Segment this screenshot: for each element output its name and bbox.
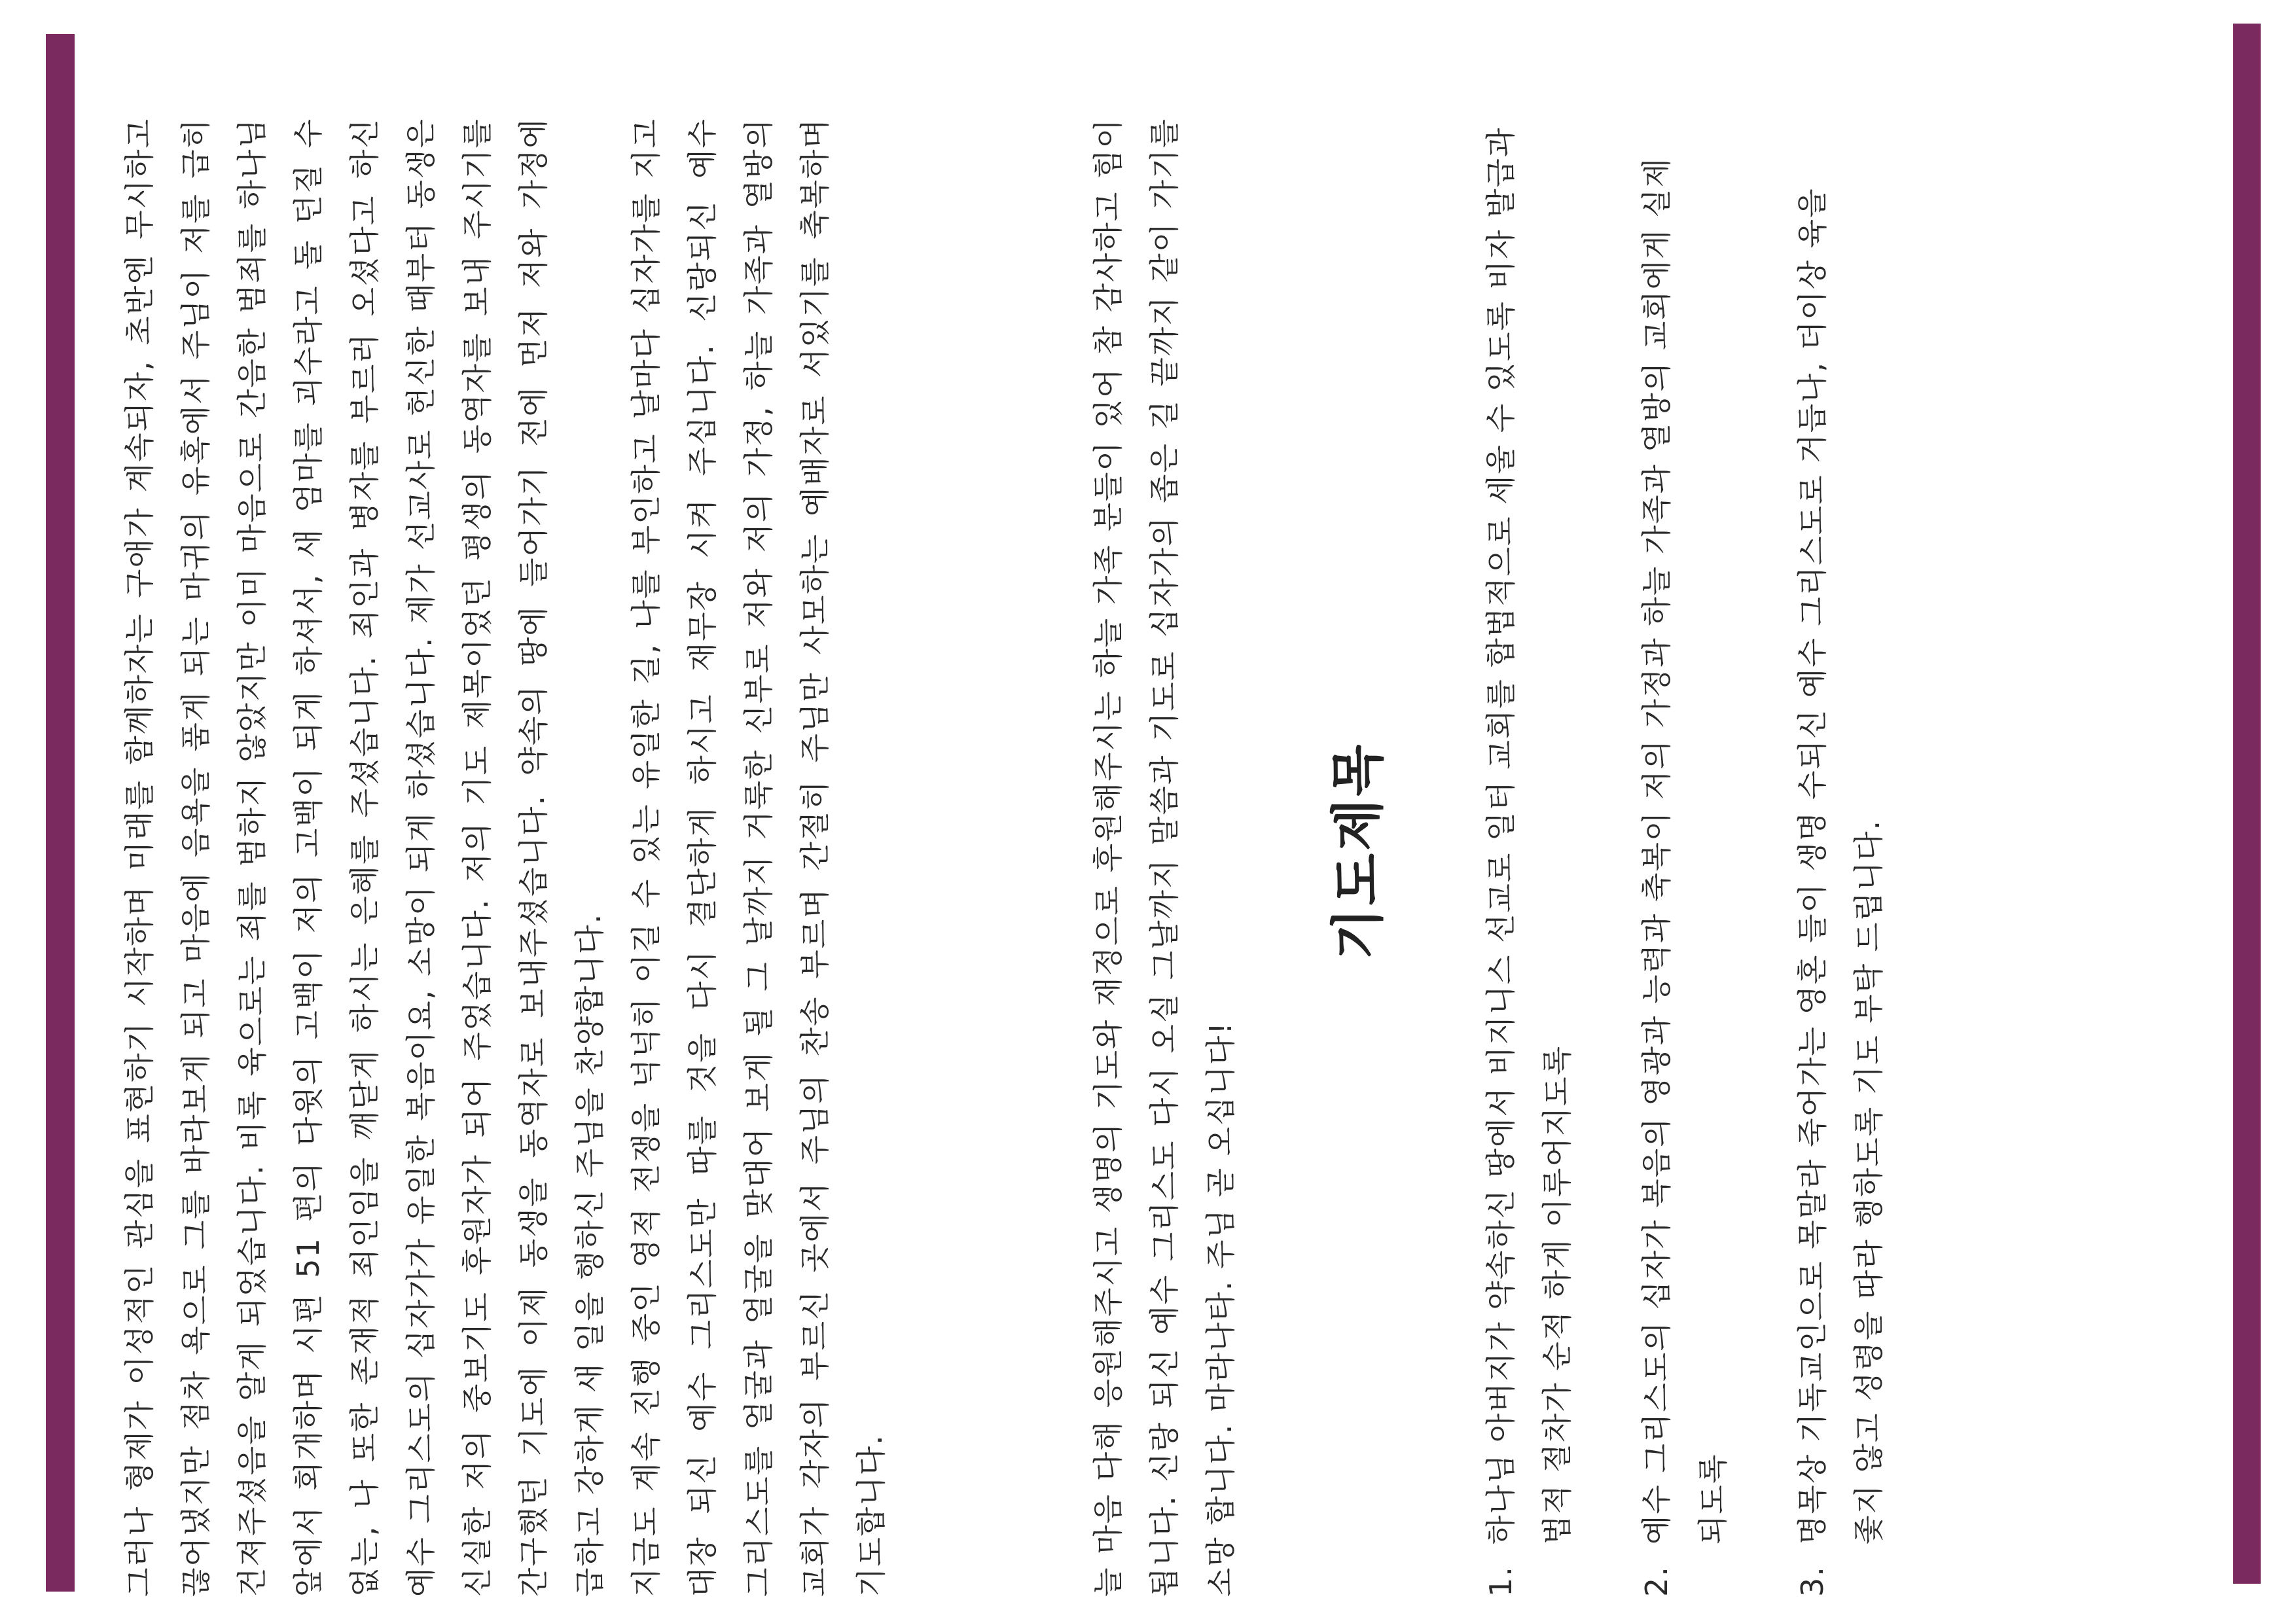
prayer-item-number: 1. — [1483, 1565, 1518, 1597]
prayer-item — [1473, 118, 1585, 1597]
body-section-1 — [111, 118, 899, 1597]
prayer-title: 기도제목 — [1327, 741, 1390, 960]
body-section-2 — [1080, 118, 1249, 1597]
rotated-page-content — [39, 79, 2251, 1623]
prayer-list — [1473, 118, 1940, 1597]
prayer-item-text: 명목상 기독교인으로 목말라 죽어가는 영혼 들이 생명 수되신 예수 그리스도로 거듭나, 더이상 육을 좇지 않고 성령을 따라 행하도록 기도 부탁 드립니다. — [1795, 187, 1886, 1544]
prayer-item — [1628, 118, 1741, 1597]
prayer-item-text: 하나님 아버지가 약속하신 땅에서 비지니스 선교로 일터 교회를 합법적으로 세울 수 있도록 비자 발급과 법적 절차가 순적 하게 이루어지도록 — [1483, 126, 1575, 1544]
prayer-item — [1784, 118, 1897, 1597]
prayer-item-number: 3. — [1795, 1565, 1830, 1597]
body-paragraph-2: 지금도 계속 진행 중인 영적 전쟁을 넉넉히 이길 수 있는 유일한 길, 나를 부인하고 날마다 십자가를 지고 대장 되신 예수 그리스도만 따를 것을 다시 결단하게 하시고 재무장 시켜 주십니다. 신랑되신 예수 그리스도를 얼굴과 얼굴을 맞대어 보게 될 그 날까지 거룩한 신부로 저와 저의 가정, 하늘 가족과 열방의 교회가 각자의 부르신 곳에서 주님의 찬송 부르며 간절히 주님만 사모하는 예배자로 서있기를 축복하며 기도합니다. — [628, 118, 889, 1597]
body-paragraph-3: 늘 마음 다해 응원해주시고 생명의 기도와 재정으로 후원해주시는 하늘 가족 분들이 있어 참 감사하고 힘이 됩니다. 신랑 되신 예수 그리스도 다시 오실 그날까지 말씀과 기도로 십자가의 좁은 길 끝까지 같이 가기를 소망 합니다. 마라나타. 주님 곧 오십니다! — [1090, 118, 1238, 1597]
prayer-item-number: 2. — [1639, 1565, 1674, 1597]
prayer-item-text: 예수 그리스도의 십자가 복음의 영광과 능력과 축복이 저의 가정과 하늘 가족과 열방의 교회에게 실제 되도록 — [1639, 157, 1731, 1544]
body-paragraph-1: 그러나 형제가 이성적인 관심을 표현하기 시작하며 미래를 함께하자는 구애가 계속되자, 초반엔 무시하고 끊어냈지만 점차 욕으로 그를 바라보게 되고 마음에 음욕을 품게 되는 마귀의 유혹에서 주님이 저를 급히 건져주셨음을 알게 되었습니다. 비록 육으로는 죄를 범하지 않았지만 이미 마음으로 간음한 범죄를 하나님 앞에서 회개하며 시편 51 편의 다윗의 고백이 저의 고백이 되게 하셔서, 새 엄마를 괴수라고 돌 던질 수 없는, 나 또한 존재적 죄인임을 깨닫게 하시는 은혜를 주셨습니다. 죄인과 병자를 부르러 오셨다고 하신 예수 그리스도의 십자가가 유일한 복음이요, 소망이 되게 하셨습니다. 제가 선교사로 헌신한 때부터 동생은 신실한 저의 중보기도 후원자가 되어 주었습니다. 저의 기도 제목이었던 평생의 동역자를 보내 주시기를 간구했던 기도에 이제 동생을 동역자로 보내주셨습니다. 약속의 땅에 들어가기 전에 먼저 저와 가정에 급하고 강하게 새 일을 행하신 주님을 찬양합니다. — [122, 118, 607, 1597]
